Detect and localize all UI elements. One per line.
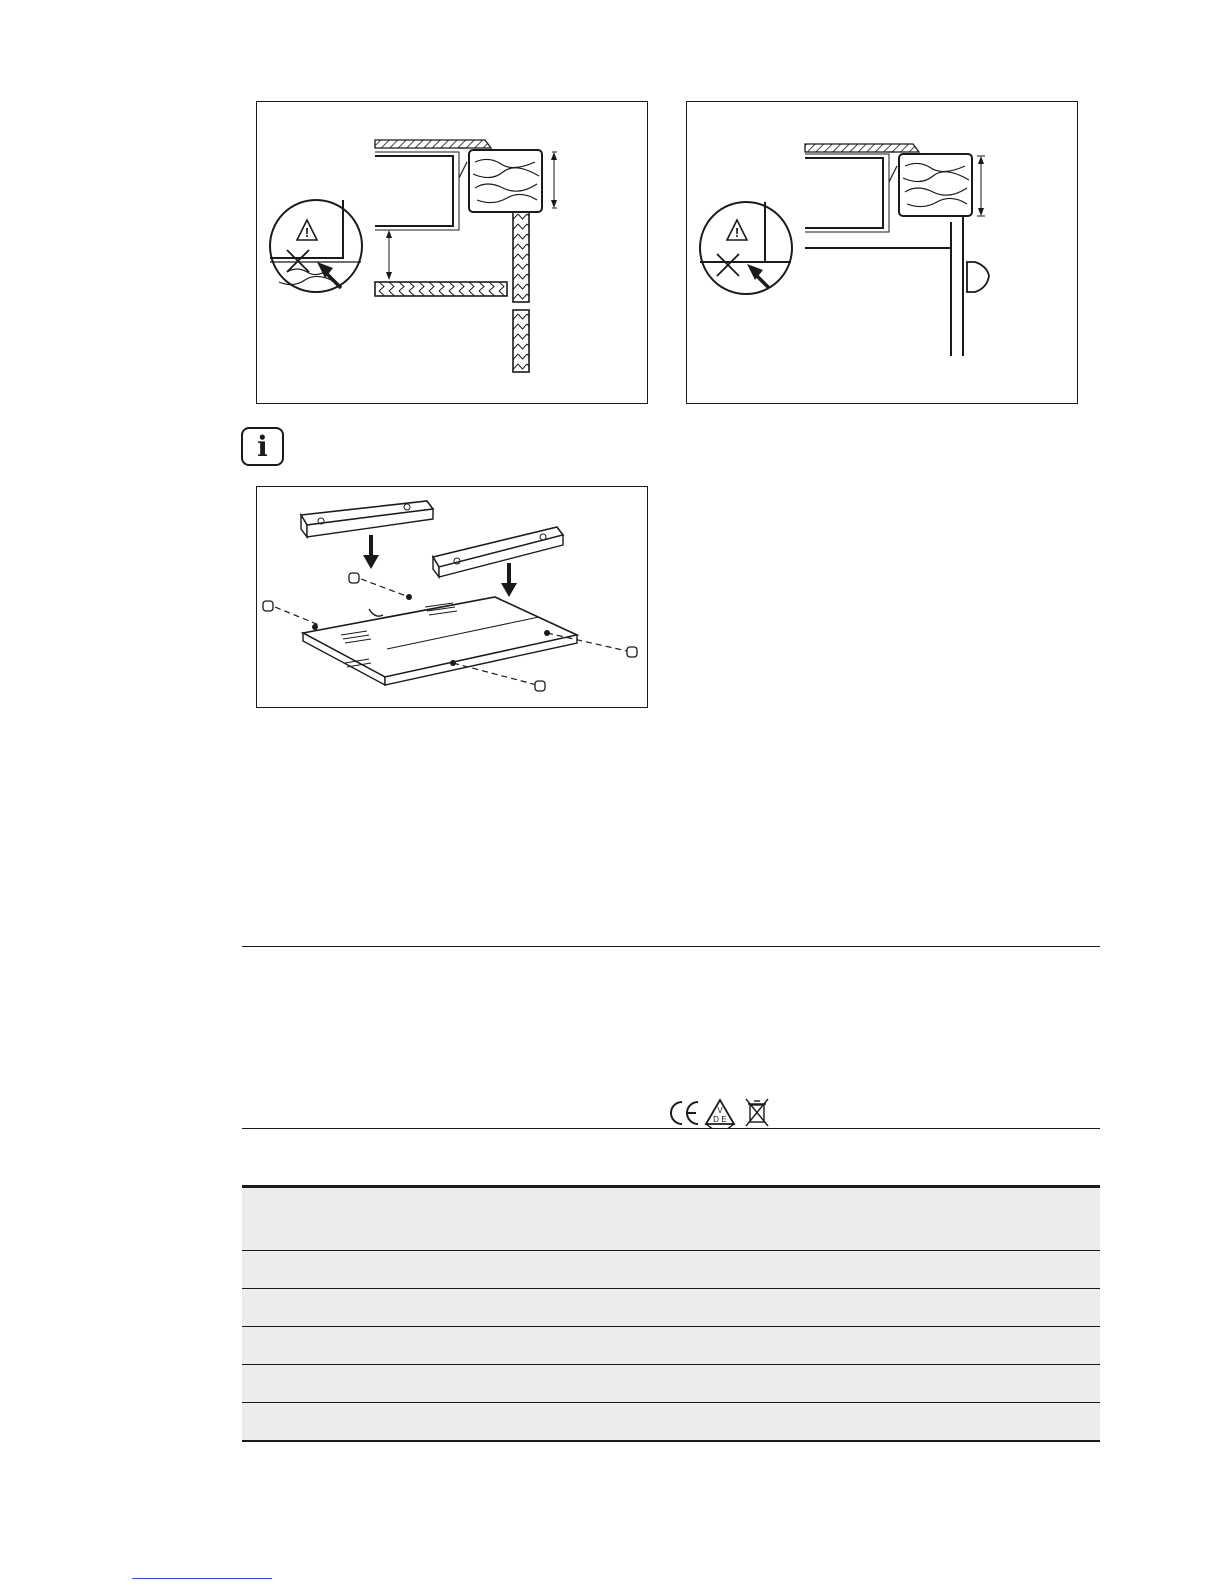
table-header-row <box>242 1187 1100 1251</box>
svg-text:!: ! <box>734 225 740 240</box>
svg-text:D: D <box>713 1115 719 1124</box>
specification-table <box>242 1185 1100 1442</box>
mounting-kit-diagram <box>256 486 648 708</box>
drawer-installation-diagram <box>256 101 648 404</box>
table-row <box>242 1403 1100 1442</box>
weee-bin-icon <box>746 1099 768 1126</box>
door-installation-diagram <box>686 101 1078 404</box>
information-icon <box>241 427 284 466</box>
page-link-underline[interactable] <box>132 1578 272 1579</box>
table-row <box>242 1365 1100 1403</box>
section-divider <box>242 1128 1100 1129</box>
svg-text:E: E <box>721 1115 727 1124</box>
vde-mark-icon <box>706 1100 734 1128</box>
information-symbol: i <box>257 430 268 463</box>
table-row <box>242 1327 1100 1365</box>
svg-text:!: ! <box>304 225 310 240</box>
ce-mark-icon <box>671 1102 698 1124</box>
svg-text:V: V <box>717 1106 723 1115</box>
section-divider <box>242 946 1100 947</box>
table-row <box>242 1289 1100 1327</box>
table-row <box>242 1251 1100 1289</box>
certification-marks <box>664 1096 786 1128</box>
